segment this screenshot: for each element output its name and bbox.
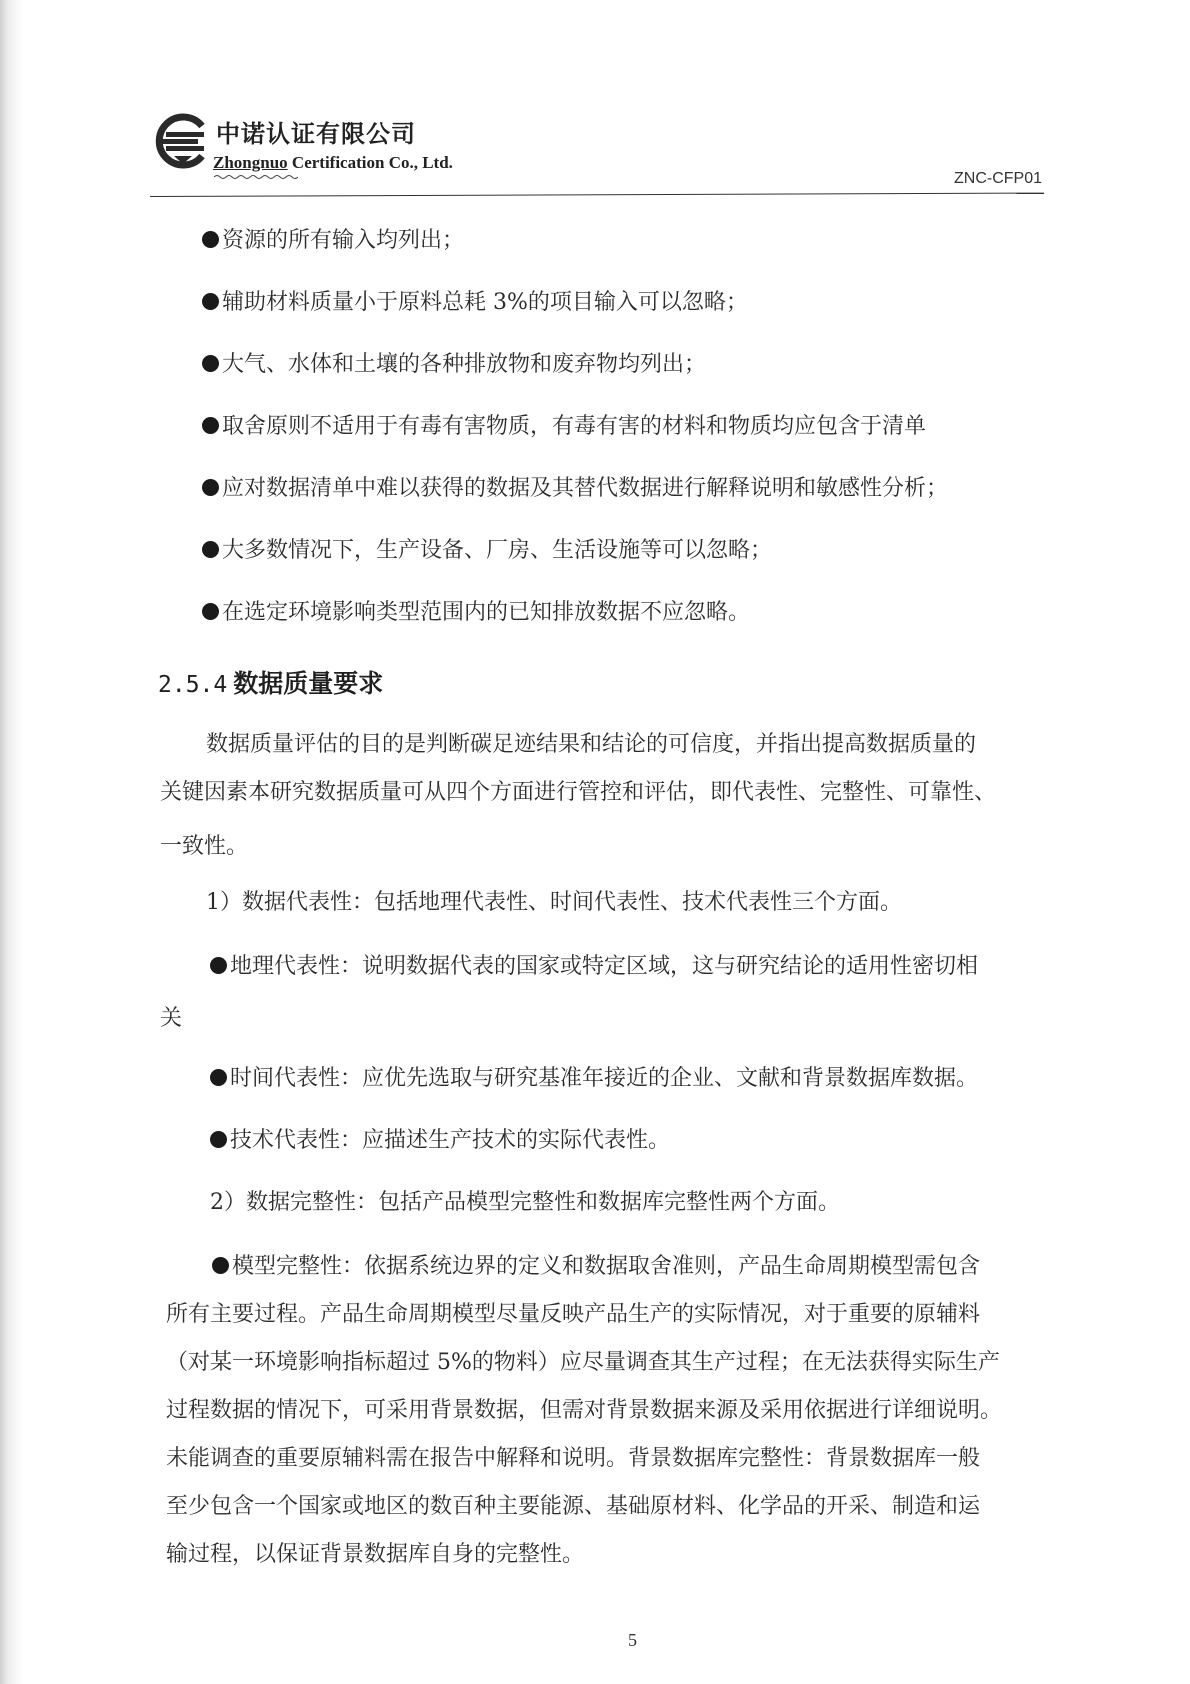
company-brand-en: Zhongnuo (213, 153, 288, 172)
bullet-item: 时间代表性：应优先选取与研究基准年接近的企业、文献和背景数据库数据。 (210, 1064, 978, 1094)
bullet-dot-icon (212, 1257, 229, 1274)
paragraph-line: 一致性。 (160, 834, 249, 859)
bullet-item: 大气、水体和土壤的各种排放物和废弃物均列出； (202, 350, 706, 380)
bullet-dot-icon (210, 1069, 227, 1086)
bullet-item: 取舍原则不适用于有毒有害物质，有毒有害的材料和物质均应包含于清单 (202, 412, 926, 442)
company-name-en (213, 153, 453, 173)
bullet-dot-icon (202, 293, 219, 310)
section-heading (158, 668, 383, 701)
paragraph-line: 关 (160, 1006, 183, 1031)
bullet-item: 辅助材料质量小于原料总耗 3%的项目输入可以忽略； (202, 288, 748, 318)
paragraph-line: 数据质量评估的目的是判断碳足迹结果和结论的可信度，并指出提高数据质量的 (206, 732, 977, 757)
bullet-item: 模型完整性：依据系统边界的定义和数据取舍准则，产品生命周期模型需包含 (212, 1252, 980, 1282)
bullet-dot-icon (202, 355, 219, 372)
bullet-dot-icon (210, 1131, 227, 1148)
paragraph-line: 关键因素本研究数据质量可从四个方面进行管控和评估，即代表性、完整性、可靠性、 (160, 780, 997, 805)
bullet-item: 在选定环境影响类型范围内的已知排放数据不应忽略。 (202, 598, 750, 628)
bullet-dot-icon (202, 479, 219, 496)
bullet-dot-icon (202, 541, 219, 558)
paragraph-line: 输过程，以保证背景数据库自身的完整性。 (166, 1542, 585, 1567)
company-suffix-en: Certification Co., Ltd. (287, 153, 453, 172)
bullet-dot-icon (202, 417, 219, 434)
paragraph-line: 至少包含一个国家或地区的数百种主要能源、基础原材料、化学品的开采、制造和运 (166, 1494, 981, 1519)
bullet-item: 应对数据清单中难以获得的数据及其替代数据进行解释说明和敏感性分析； (202, 474, 948, 504)
bullet-item: 大多数情况下，生产设备、厂房、生活设施等可以忽略； (202, 536, 772, 566)
paragraph-line: （对某一环境影响指标超过 5%的物料）应尽量调查其生产过程；在无法获得实际生产 (166, 1350, 1000, 1375)
numbered-item: 2）数据完整性：包括产品模型完整性和数据库完整性两个方面。 (210, 1190, 840, 1215)
document-code: ZNC-CFP01 (953, 170, 1042, 187)
section-title: 数据质量要求 (233, 669, 384, 698)
bullet-item: 地理代表性：说明数据代表的国家或特定区域，这与研究结论的适用性密切相 (210, 952, 978, 982)
bullet-item: 资源的所有输入均列出； (202, 226, 464, 256)
bullet-dot-icon (202, 231, 219, 248)
header-divider (150, 193, 1044, 197)
bullet-item: 技术代表性：应描述生产技术的实际代表性。 (210, 1126, 670, 1156)
bullet-dot-icon (210, 957, 227, 974)
scan-edge-shadow (0, 0, 26, 1684)
paragraph-line: 未能调查的重要原辅料需在报告中解释和说明。背景数据库完整性：背景数据库一般 (166, 1446, 981, 1471)
paragraph-line: 过程数据的情况下，可采用背景数据，但需对背景数据来源及采用依据进行详细说明。 (166, 1398, 1003, 1423)
decorative-squiggle (214, 174, 298, 180)
bullet-dot-icon (202, 603, 219, 620)
page-number: 5 (628, 1630, 637, 1650)
section-number: 2.5.4 (158, 672, 228, 698)
company-name-cn: 中诺认证有限公司 (216, 120, 416, 148)
zhongnuo-logo-icon (152, 112, 210, 170)
paragraph-line: 所有主要过程。产品生命周期模型尽量反映产品生产的实际情况，对于重要的原辅料 (166, 1302, 981, 1327)
numbered-item: 1）数据代表性：包括地理代表性、时间代表性、技术代表性三个方面。 (206, 890, 902, 915)
